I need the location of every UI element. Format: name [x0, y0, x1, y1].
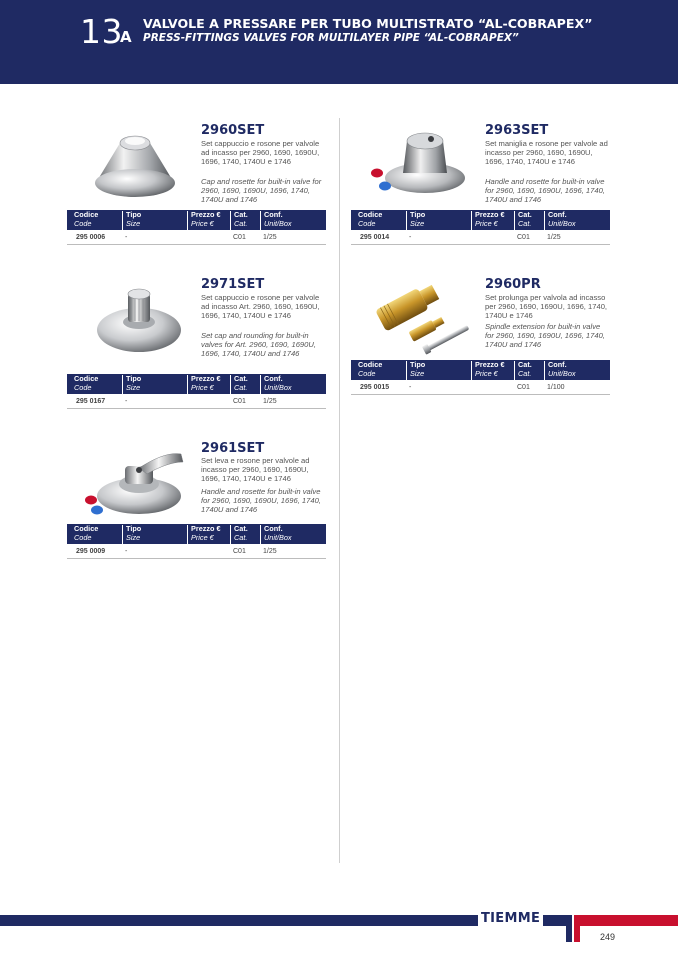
product-description-italian: Set cappuccio e rosone per valvole ad incasso Art. 2960, 1690, 1690U, 1696, 1740, 1740U e 1746: [201, 293, 320, 320]
column-divider: [339, 118, 340, 863]
product-description-italian: Set prolunga per valvola ad incasso per 2960, 1690, 1690U, 1696, 1740, 1740U e 1746: [485, 293, 608, 320]
product-card-2963set: [351, 118, 610, 258]
cell-price: [471, 230, 514, 244]
product-table: [351, 210, 610, 245]
product-description-italian: Set leva e rosone per valvole ad incasso per 2960, 1690, 1690U, 1696, 1740, 1740U e 1746: [201, 456, 310, 483]
product-description-english: Handle and rosette for built-in valve for 2960, 1690, 1690U, 1696, 1740, 1740U and 1746: [485, 177, 605, 204]
table-row: [67, 230, 326, 245]
product-code: 2960PR: [485, 277, 541, 292]
cell-price: [187, 394, 230, 408]
page-title-italian: VALVOLE A PRESSARE PER TUBO MULTISTRATO “AL-COBRAPEX”: [143, 16, 593, 31]
product-table: [351, 360, 610, 395]
page-title-english: PRESS-FITTINGS VALVES FOR MULTILAYER PIPE “AL-COBRAPEX”: [143, 32, 519, 44]
spindle-extension-image: [369, 276, 481, 356]
footer-hook-shape: [560, 915, 583, 942]
cell-price: [187, 544, 230, 558]
product-table: [67, 374, 326, 409]
product-description-italian: Set cappuccio e rosone per valvole ad incasso per 2960, 1690, 1690U, 1696, 1740, 1740U e 1746: [201, 139, 320, 166]
table-row: [67, 394, 326, 409]
product-description-english: Handle and rosette for built-in valve for 2960, 1690, 1690U, 1696, 1740, 1740U and 1746: [201, 487, 321, 514]
cell-size: -: [125, 398, 128, 405]
cell-price: [471, 380, 514, 394]
cell-cat: C01: [233, 548, 246, 555]
product-card-2960set: [67, 118, 326, 258]
chapter-number: 13: [80, 12, 123, 51]
cell-cat: C01: [517, 384, 530, 391]
cap-rosette-image: [85, 123, 185, 208]
table-row: [67, 544, 326, 559]
cell-cat: C01: [517, 234, 530, 241]
table-header: Codice Code Tipo Size Prezzo € Price € Cat. Cat. Conf. Unit/Box: [67, 524, 326, 544]
table-header: Codice Code Tipo Size Prezzo € Price € Cat. Cat. Conf. Unit/Box: [351, 360, 610, 380]
table-row: [351, 230, 610, 245]
product-card-2971set: [67, 272, 326, 412]
cell-size: -: [409, 234, 412, 241]
cell-box: 1/25: [547, 234, 561, 241]
lever-rosette-image: [77, 440, 195, 524]
brand-logo: TIEMME: [478, 911, 543, 926]
cell-code: 295 0167: [76, 398, 106, 405]
product-code: 2961SET: [201, 441, 265, 456]
footer-bar: [0, 915, 560, 926]
handle-rosette-image: [363, 123, 478, 208]
cell-size: -: [125, 548, 128, 555]
cell-size: -: [409, 384, 412, 391]
knob-rosette-image: [87, 280, 192, 365]
page-header: [0, 0, 678, 84]
product-description-english: Spindle extension for built-in valve for 2960, 1690, 1690U, 1696, 1740, 1740U and 1746: [485, 322, 605, 349]
table-header: Codice Code Tipo Size Prezzo € Price € Cat. Cat. Conf. Unit/Box: [351, 210, 610, 230]
cell-cat: C01: [233, 234, 246, 241]
cell-box: 1/25: [263, 398, 277, 405]
table-header: Codice Code Tipo Size Prezzo € Price € Cat. Cat. Conf. Unit/Box: [67, 210, 326, 230]
product-card-2960pr: [351, 272, 610, 412]
cell-box: 1/25: [263, 548, 277, 555]
cell-code: 295 0014: [360, 234, 390, 241]
product-card-2961set: [67, 436, 326, 566]
cell-box: 1/100: [547, 384, 565, 391]
table-header: Codice Code Tipo Size Prezzo € Price € Cat. Cat. Conf. Unit/Box: [67, 374, 326, 394]
product-code: 2971SET: [201, 277, 265, 292]
cell-size: -: [125, 234, 128, 241]
cell-code: 295 0006: [76, 234, 106, 241]
cell-code: 295 0015: [360, 384, 390, 391]
product-description-english: Cap and rosette for built-in valve for 2960, 1690, 1690U, 1696, 1740, 1740U and 1746: [201, 177, 322, 204]
chapter-letter: A: [120, 28, 132, 46]
cell-code: 295 0009: [76, 548, 106, 555]
cell-box: 1/25: [263, 234, 277, 241]
product-code: 2963SET: [485, 123, 549, 138]
product-description-italian: Set maniglia e rosone per valvole ad incasso per 2960, 1690, 1690U, 1696, 1740, 1740U e 1746: [485, 139, 608, 166]
product-description-english: Set cap and rounding for built-in valves for Art. 2960, 1690, 1690U, 1696, 1740, 1740U and 1746: [201, 331, 316, 358]
table-row: [351, 380, 610, 395]
footer-accent-bar: [583, 915, 678, 926]
cell-price: [187, 230, 230, 244]
cell-cat: C01: [233, 398, 246, 405]
product-table: [67, 524, 326, 559]
page-number: 249: [600, 932, 616, 942]
product-code: 2960SET: [201, 123, 265, 138]
product-table: [67, 210, 326, 245]
